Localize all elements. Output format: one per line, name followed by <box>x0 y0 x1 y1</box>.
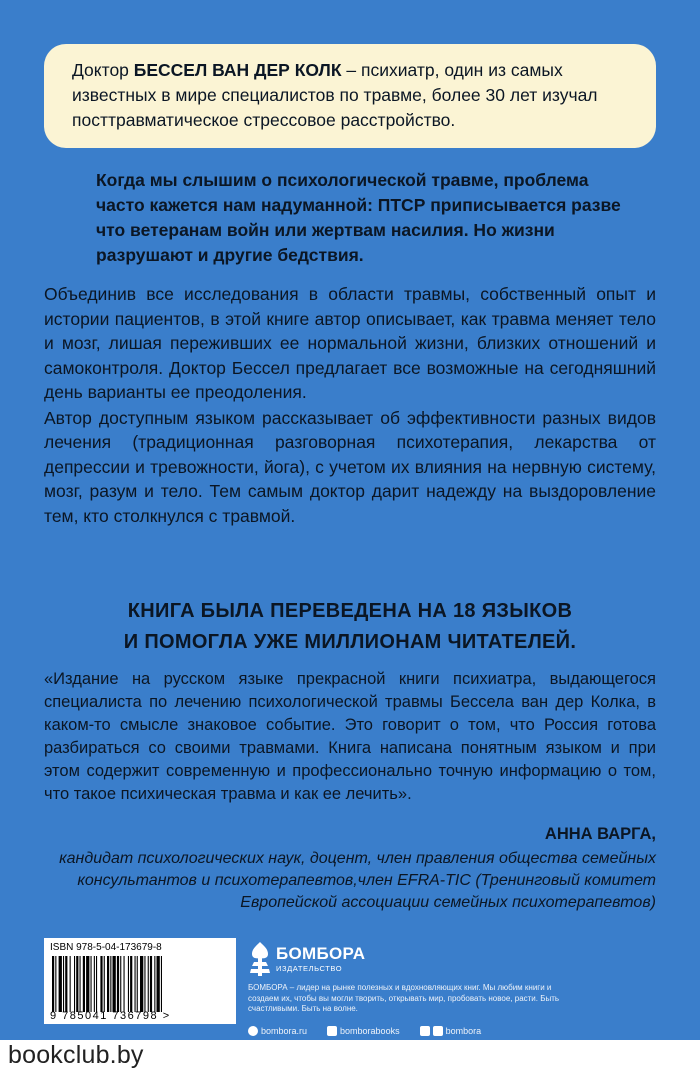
barcode-box <box>44 938 236 1024</box>
publisher-description: БОМБОРА – лидер на рынке полезных и вдохновляющих книг. Мы любим книги и создаем их, чтобы вы могли творить, открывать мир, пробовать новое, расти. Быть счастливыми. Быть на волне. <box>248 983 560 1013</box>
bombora-logo-icon <box>248 940 272 978</box>
publisher-logo <box>248 940 366 980</box>
description-paragraph-1: Объединив все исследования в области травмы, собственный опыт и истории пациентов, в этой книге автор описывает, как травма меняет тело и мозг, лишая переживших ее нормальной жизни, близких отношений и самоконтроля. Доктор Бессел предлагает все возможные на сегодняшний день варианты ее преодоления. <box>44 284 656 402</box>
banner-line-1: КНИГА БЫЛА ПЕРЕВЕДЕНА НА 18 ЯЗЫКОВ <box>127 600 573 622</box>
social-link-site[interactable] <box>248 1026 307 1036</box>
isbn-text: ISBN 978-5-04-173679-8 <box>50 942 162 953</box>
social-link-messengers[interactable] <box>420 1026 482 1036</box>
author-info-card <box>44 44 656 148</box>
barcode-icon <box>50 956 228 1012</box>
watermark-site: bookclub.by <box>8 1041 144 1069</box>
description <box>44 282 656 529</box>
web-icon <box>248 1026 258 1036</box>
social-links <box>248 1024 558 1038</box>
social-label-messengers: bombora <box>445 1026 482 1036</box>
card-suffix: – психиатр, один из самых известных в мире специалистов по травме, более 30 лет изучал посттравматическое стрессовое расстройство. <box>72 60 598 130</box>
quote-author: АННА ВАРГА, <box>544 825 656 843</box>
description-paragraph-2: Автор доступным языком рассказывает об эффективности разных видов лечения (традиционная разговорная психотерапия, лекарства от депрессии и тревожности, йога), с учетом их влияния на нервную систему, мозг, разум и тело. Тем самым доктор дарит надежду на выздоровление тем, кто столкнулся с травмой. <box>44 407 656 526</box>
translation-banner <box>0 596 700 658</box>
social-label-instagram: bomborabooks <box>340 1026 400 1036</box>
social-label-site: bombora.ru <box>261 1026 308 1036</box>
review-quote: «Издание на русском языке прекрасной книги психиатра, выдающегося специалиста по лечению психологической травмы Бессела ван дер Колка, в каком-то смысле знаковое событие. Это говорит о том, что Россия готова разбираться со своими травмами. Книга написана понятным языком и при этом содержит современную и профессионально точную информацию о том, что такое психическая травма и как ее лечить». <box>44 670 656 803</box>
lead-paragraph: Когда мы слышим о психологической травме, проблема часто кажется нам надуманной: ПТСР приписывается разве что ветеранам войн или жертвам насилия. Но жизни разрушают и другие бедствия. <box>96 170 621 265</box>
watermark-footer <box>0 1040 700 1074</box>
author-credentials: кандидат психологических наук, доцент, член правления общества семейных консультантов и психотерапевтов,член EFRA-TIC (Тренинговый комитет Европейской ассоциации семейных психотерапевтов) <box>59 850 656 911</box>
barcode-number: 9 785041 736798 > <box>50 1010 171 1022</box>
instagram-icon <box>327 1026 337 1036</box>
publisher-subtitle: ИЗДАТЕЛЬСТВО <box>276 964 343 973</box>
social-link-instagram[interactable] <box>327 1026 400 1036</box>
publisher-name: БОМБОРА <box>276 944 366 963</box>
banner-line-2: И ПОМОГЛА УЖЕ МИЛЛИОНАМ ЧИТАТЕЛЕЙ. <box>123 631 577 653</box>
card-prefix: Доктор <box>72 60 134 80</box>
telegram-icon <box>433 1026 443 1036</box>
vk-icon <box>420 1026 430 1036</box>
author-name: БЕССЕЛ ВАН ДЕР КОЛК <box>133 60 342 80</box>
